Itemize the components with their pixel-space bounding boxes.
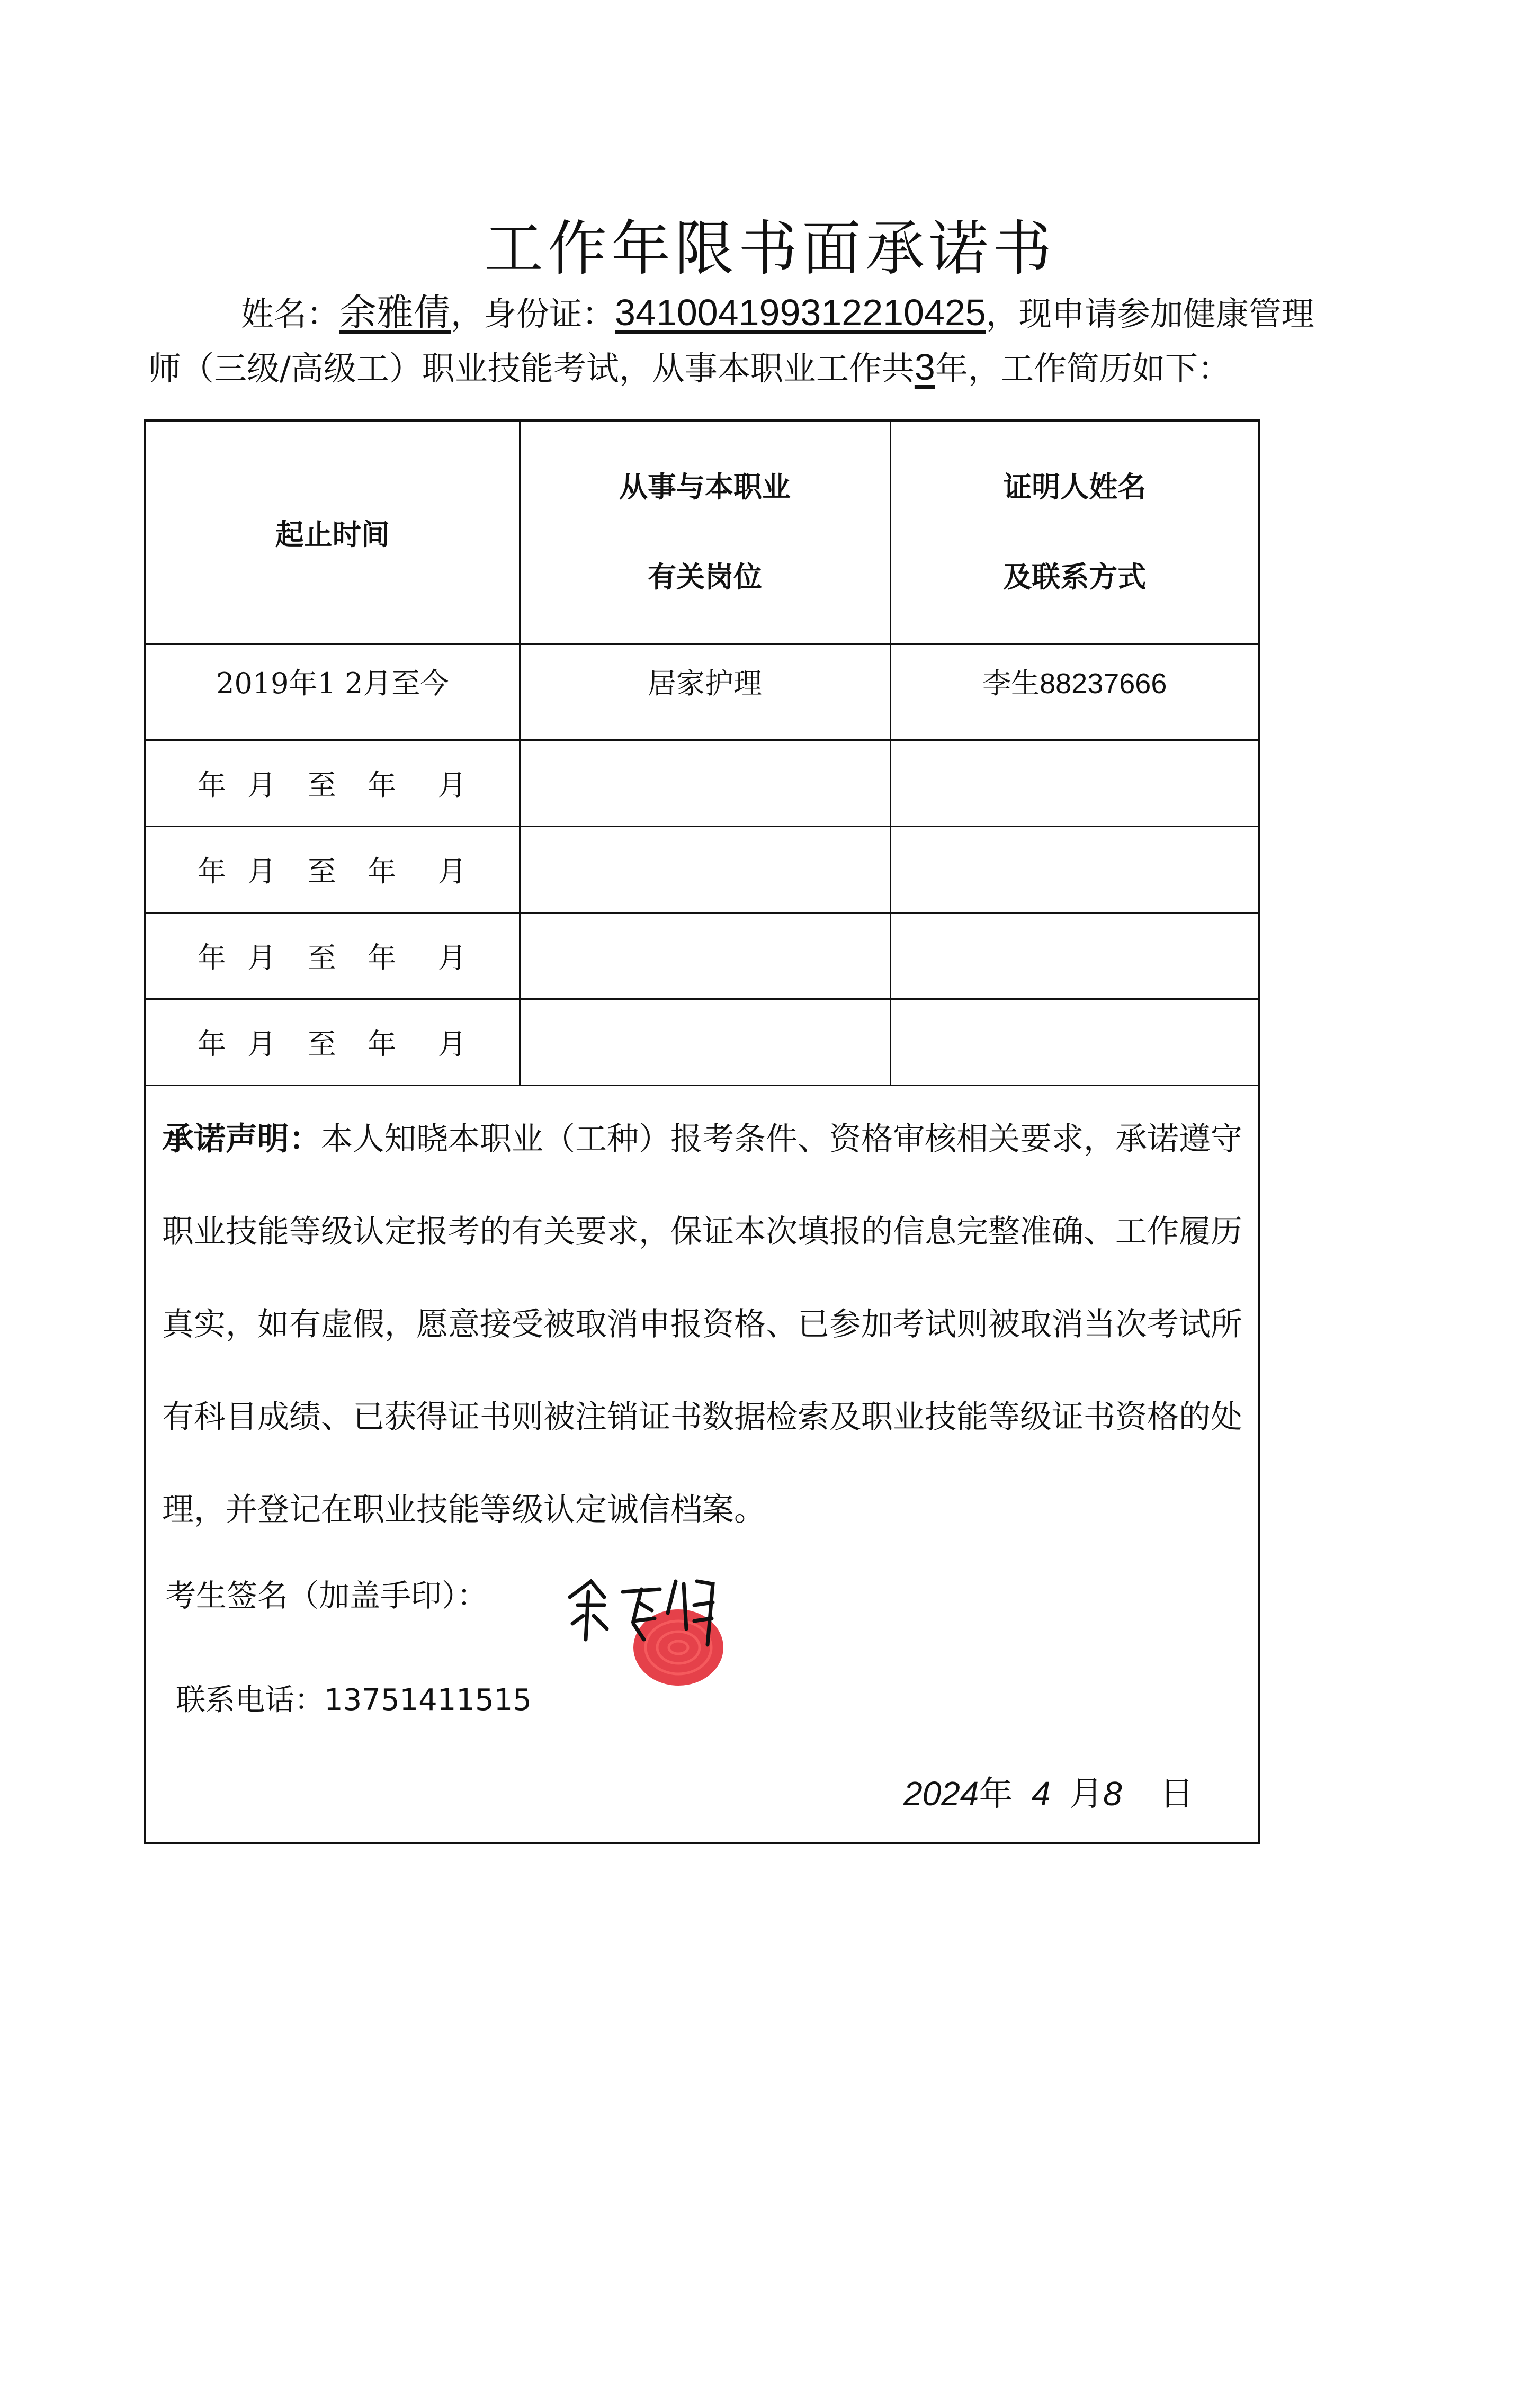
id-label: ，身份证： [451, 294, 615, 333]
phone-value: 13751411515 [324, 1683, 532, 1717]
header-witness-line1: 证明人姓名 [1003, 470, 1147, 504]
row-position-blank [520, 912, 890, 999]
intro-line-1 [148, 286, 1314, 341]
work-history-form [144, 419, 1260, 1844]
header-position-line1: 从事与本职业 [619, 470, 791, 504]
signature-label: 考生签名（加盖手印）： [165, 1578, 488, 1614]
years-value: 3 [914, 346, 935, 388]
contact-phone [176, 1677, 532, 1719]
pledge-statement [162, 1093, 1242, 1556]
row-witness-blank [890, 912, 1258, 999]
date-month: 4 [1031, 1775, 1051, 1813]
pledge-text: 本人知晓本职业（工种）报考条件、资格审核相关要求，承诺遵守职业技能等级认定报考的有关要求，保证本次填报的信息完整准确、工作履历真实，如有虚假，愿意接受被取消申报资格、已参加考试则被取消当次考试所有科目成绩、已获得证书则被注销证书数据检索及职业技能等级证书资格的处理，并登记在职业技能等级认定诚信档案。 [162, 1121, 1242, 1528]
date-month-char: 月 [1069, 1775, 1104, 1813]
intro-line2-suffix: 年，工作简历如下： [935, 349, 1231, 388]
date-day-char: 日 [1159, 1775, 1194, 1813]
table-header-row [146, 422, 1258, 644]
row-position-blank [520, 826, 890, 912]
sign-date [903, 1767, 1194, 1815]
date-year-char: 年 [979, 1775, 1013, 1813]
table-row [146, 826, 1258, 912]
header-position-line2: 有关岗位 [648, 560, 762, 594]
date-day: 8 [1103, 1775, 1122, 1813]
date-year: 2024 [903, 1775, 979, 1813]
header-witness [890, 422, 1258, 644]
id-value: 341004199312210425 [615, 292, 986, 333]
intro-text-after-id: ，现申请参加健康管理 [986, 294, 1314, 333]
work-history-table [146, 422, 1258, 1086]
row-position-blank [520, 999, 890, 1085]
row1-position: 居家护理 [520, 644, 890, 740]
header-period: 起止时间 [146, 422, 520, 644]
intro-line2-prefix: 师（三级/高级工）职业技能考试，从事本职业工作共 [148, 349, 915, 388]
header-position [520, 422, 890, 644]
table-row [146, 999, 1258, 1085]
header-witness-line2: 及联系方式 [1003, 560, 1147, 594]
row-period-blank: 年 月 至 年 月 [146, 740, 520, 826]
row1-period: 2019年1 2月至今 [146, 644, 520, 740]
row-witness-blank [890, 826, 1258, 912]
table-row [146, 740, 1258, 826]
row-position-blank [520, 740, 890, 826]
phone-label: 联系电话： [176, 1683, 324, 1717]
table-row [146, 644, 1258, 740]
signature-line [165, 1571, 488, 1615]
row-period-blank: 年 月 至 年 月 [146, 999, 520, 1085]
pledge-label: 承诺声明： [162, 1121, 321, 1158]
name-label: 姓名： [241, 294, 340, 333]
name-value: 余雅倩 [339, 292, 451, 333]
row-period-blank: 年 月 至 年 月 [146, 912, 520, 999]
row1-witness: 李生88237666 [890, 644, 1258, 740]
row-witness-blank [890, 999, 1258, 1085]
row-period-blank: 年 月 至 年 月 [146, 826, 520, 912]
intro-line-2 [148, 341, 1303, 395]
intro-paragraph [148, 286, 1314, 395]
table-row [146, 912, 1258, 999]
fingerprint-seal-and-signature [554, 1560, 776, 1692]
page-title: 工作年限书面承诺书 [484, 214, 1056, 283]
row-witness-blank [890, 740, 1258, 826]
